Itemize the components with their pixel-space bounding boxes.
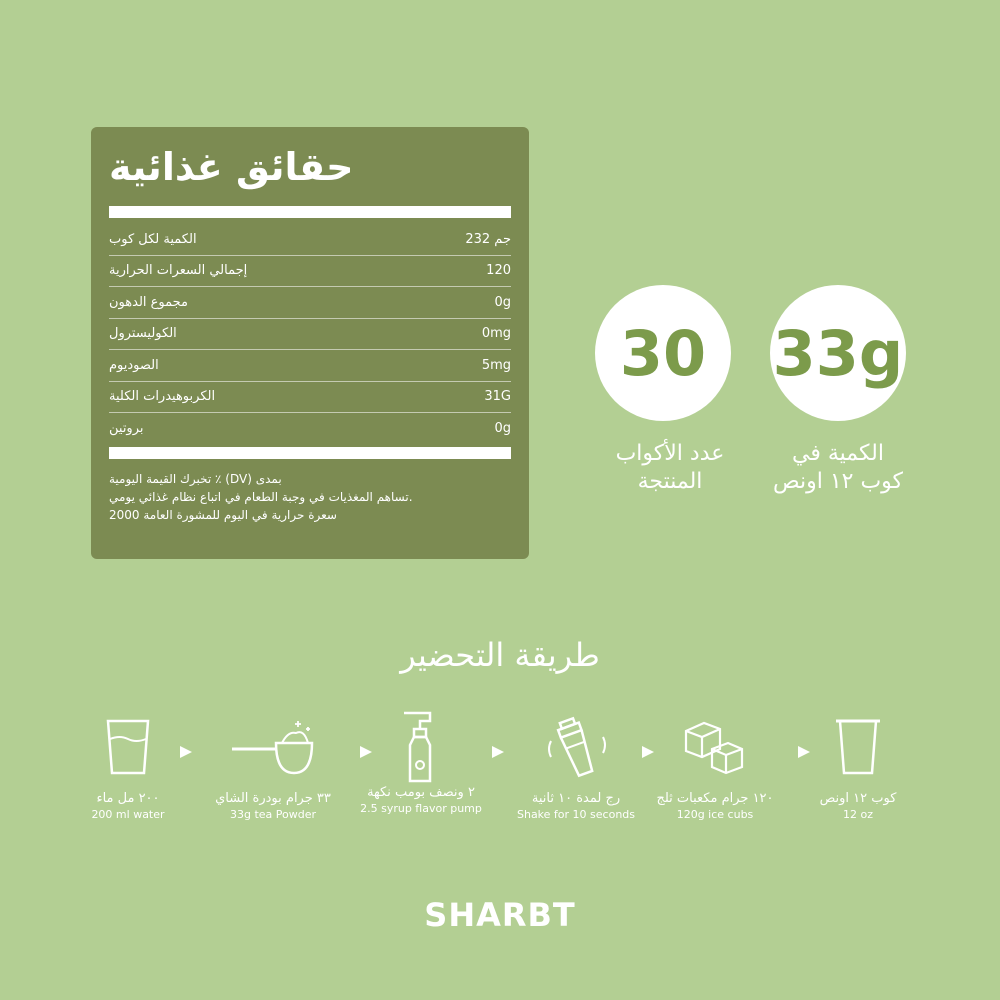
nutrition-row-value: 0mg — [481, 326, 511, 341]
ice-cubes-icon — [680, 715, 750, 779]
brand-logo: SHARBT — [424, 896, 576, 934]
step-shake — [496, 715, 656, 821]
nutrition-row-label: الكوليسترول — [109, 326, 177, 341]
cup-icon — [828, 715, 888, 779]
caption-line: الكمية في — [792, 441, 884, 466]
nutrition-row-label: بروتين — [109, 421, 144, 436]
daily-value-line: .تساهم المغذيات في وجبة الطعام في اتباع نظام غذائي يومي — [109, 490, 413, 504]
nutrition-row — [109, 318, 511, 350]
step-label-en: 12 oz — [843, 808, 873, 821]
divider-bar-top — [109, 206, 511, 218]
nutrition-row-value: 5mg — [481, 358, 511, 373]
step-label-en: Shake for 10 seconds — [516, 808, 635, 821]
step-label-en: 200 ml water — [91, 808, 165, 821]
step-label-en: 2.5 syrup flavor pump — [360, 802, 482, 815]
step-label-ar: ٢٠٠ مل ماء — [96, 791, 160, 806]
nutrition-row — [109, 350, 511, 382]
nutrition-row — [109, 255, 511, 287]
divider-bar-bottom — [109, 447, 511, 459]
amount-per-cup-circle: 33g — [770, 285, 906, 421]
caption-line: المنتجة — [637, 469, 703, 494]
nutrition-row — [109, 224, 511, 256]
nutrition-row-value: جم 232 — [465, 232, 511, 247]
step-label-ar: ٢ ونصف بومب نكهة — [367, 785, 475, 800]
amount-per-cup-caption — [753, 440, 923, 496]
step-label-ar: رج لمدة ١٠ ثانية — [531, 791, 621, 806]
step-tea-powder — [193, 715, 353, 821]
daily-value-line: بمدى (DV) ٪ تخبرك القيمة اليومية — [109, 472, 282, 486]
nutrition-row-label: الصوديوم — [109, 358, 159, 373]
nutrition-row-label: الكمية لكل كوب — [109, 232, 197, 247]
arrow-icon — [180, 746, 192, 758]
cups-count-caption — [585, 440, 755, 496]
step-label-ar: ٣٣ جرام بودرة الشاي — [215, 791, 331, 806]
nutrition-row-value: 0g — [494, 295, 511, 310]
nutrition-title: حقائق غذائية — [109, 145, 354, 189]
caption-line: عدد الأكواب — [615, 441, 725, 466]
nutrition-row-value: 0g — [494, 421, 511, 436]
step-label-ar: كوب ١٢ اونص — [819, 791, 897, 806]
nutrition-row — [109, 381, 511, 413]
daily-value-line: سعرة حرارية في اليوم للمشورة العامة 2000 — [109, 508, 337, 522]
step-label-en: 33g tea Powder — [229, 808, 317, 821]
step-syrup-pump — [341, 715, 501, 815]
nutrition-facts-card — [91, 127, 529, 559]
step-water — [48, 715, 208, 821]
pump-bottle-icon — [396, 709, 446, 785]
step-cup — [778, 715, 938, 821]
cups-count-circle: 30 — [595, 285, 731, 421]
nutrition-row-value: 120 — [486, 263, 511, 278]
water-glass-icon — [98, 715, 158, 779]
step-label-ar: ١٢٠ جرام مكعبات ثلج — [656, 791, 774, 806]
step-ice — [635, 715, 795, 821]
caption-line: كوب ١٢ اونص — [773, 469, 903, 494]
daily-value-note — [109, 470, 511, 524]
shaker-icon — [541, 715, 611, 779]
nutrition-row-label: الكربوهيدرات الكلية — [109, 389, 216, 404]
preparation-title: طريقة التحضير — [400, 636, 600, 674]
nutrition-row-label: مجموع الدهون — [109, 295, 188, 310]
scoop-icon — [228, 715, 318, 779]
nutrition-row-label: إجمالي السعرات الحرارية — [109, 263, 248, 278]
step-label-en: 120g ice cubs — [676, 808, 754, 821]
nutrition-row — [109, 287, 511, 319]
nutrition-row — [109, 413, 511, 444]
nutrition-row-value: 31G — [484, 389, 511, 404]
